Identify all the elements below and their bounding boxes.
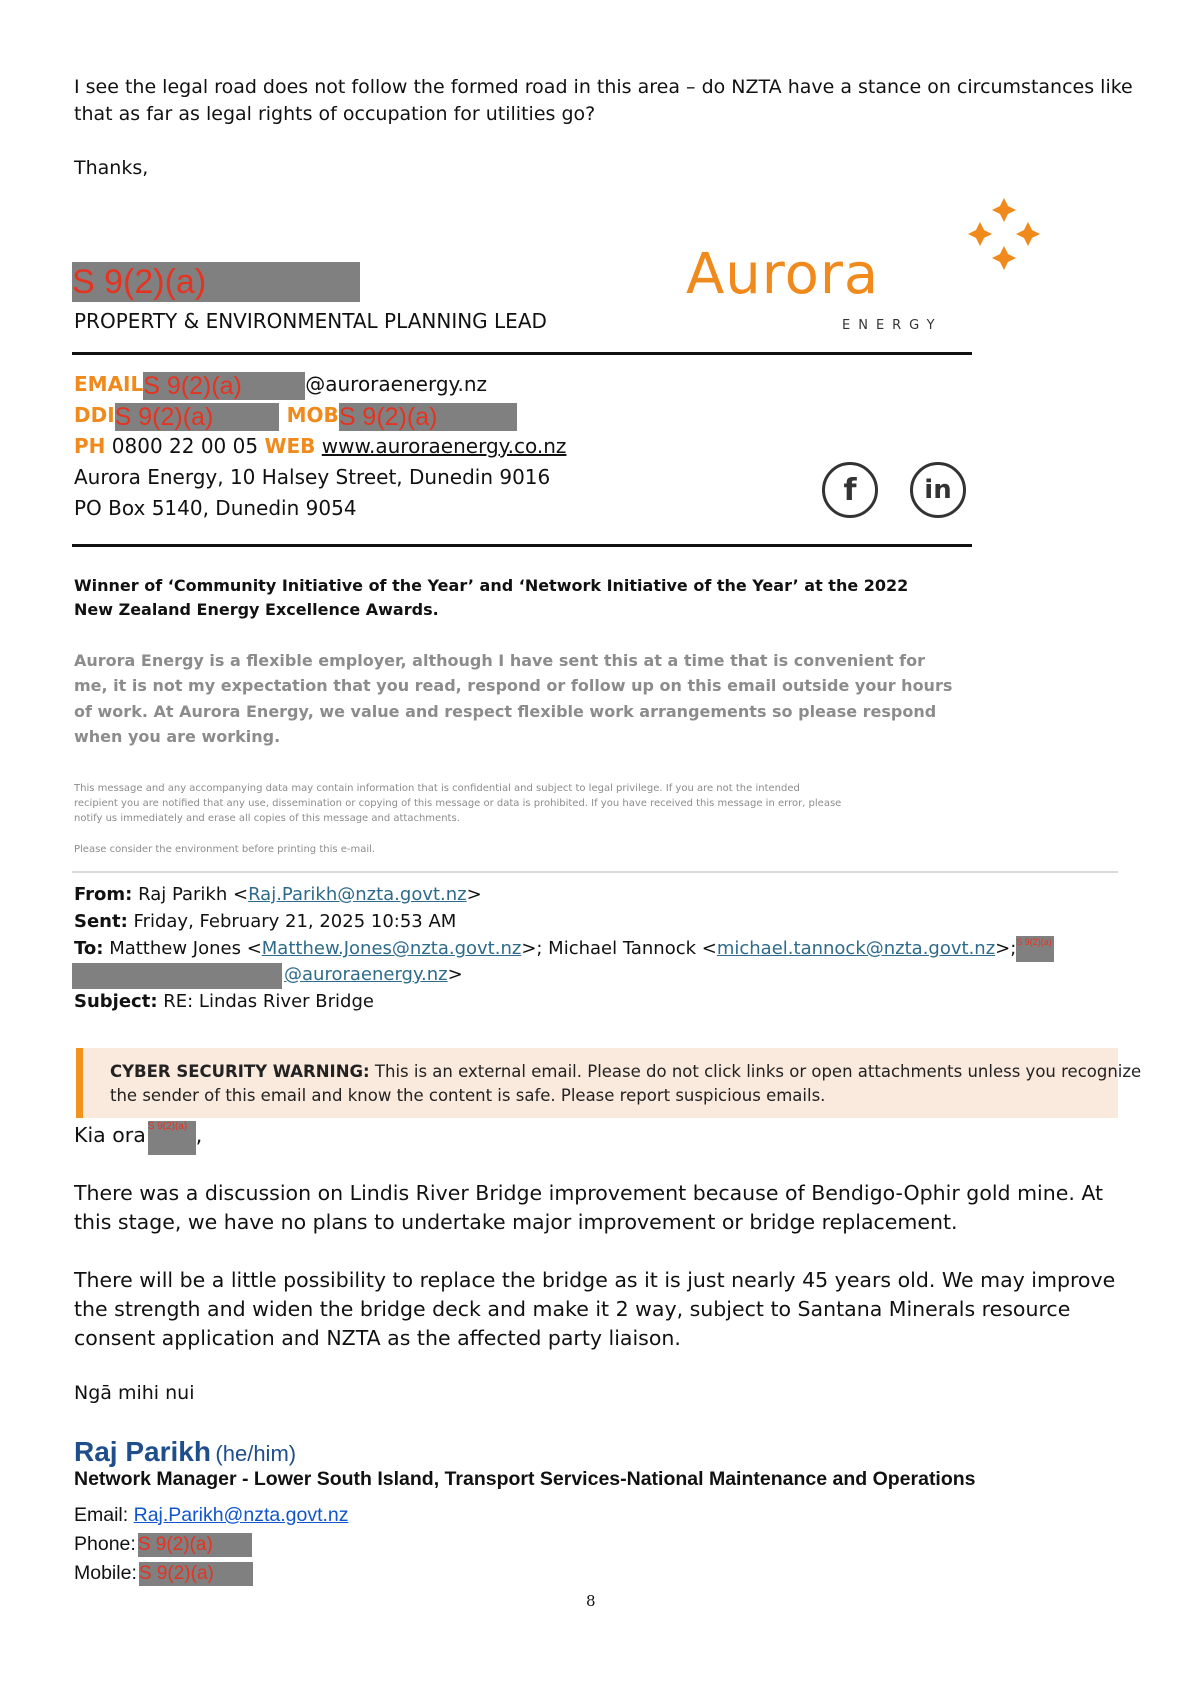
from-close: > xyxy=(466,884,482,905)
nzta-sig-title: Network Manager - Lower South Island, Transport Services-National Maintenance and Operations xyxy=(74,1468,976,1490)
redacted-email-user: S 9(2)(a) xyxy=(143,372,305,400)
aurora-ph-web-row xyxy=(74,431,566,461)
nzta-email-link[interactable]: Raj.Parikh@nzta.govt.nz xyxy=(133,1504,349,1526)
nzta-mobile-label: Mobile: xyxy=(74,1562,137,1585)
sig-divider-bottom xyxy=(72,544,972,547)
sig-divider-top xyxy=(72,352,972,355)
redacted-ddi: S 9(2)(a) xyxy=(115,403,279,431)
flex-notice-3: of work. At Aurora Energy, we value and respect flexible work arrangements so please respond xyxy=(74,702,937,721)
flex-notice-2: me, it is not my expectation that you read, respond or follow up on this email outside your hours xyxy=(74,676,953,695)
confidential-line-3: notify us immediately and erase all copies of this message and attachments. xyxy=(74,813,460,824)
redacted-greeting-name: S 9(2)(a) xyxy=(148,1121,196,1155)
award-line-2: New Zealand Energy Excellence Awards. xyxy=(74,600,439,619)
to-domain-link[interactable]: @auroraenergy.nz xyxy=(284,964,448,985)
aurora-sig-title: PROPERTY & ENVIRONMENTAL PLANNING LEAD xyxy=(74,309,547,333)
ddi-label: DDI xyxy=(74,403,115,427)
aurora-logo-sub: ENERGY xyxy=(842,318,943,333)
page-number: 8 xyxy=(586,1592,596,1610)
from-label: From: xyxy=(74,884,133,905)
sent-label: Sent: xyxy=(74,911,128,932)
nzta-phone-label: Phone: xyxy=(74,1533,136,1556)
email-domain: @auroraenergy.nz xyxy=(305,372,488,396)
email-separator xyxy=(72,871,1118,873)
redacted-nzta-phone: S 9(2)(a) xyxy=(138,1533,252,1557)
to-end: >; xyxy=(995,938,1017,959)
confidential-line-1: This message and any accompanying data may contain information that is confidential and subject to legal privilege. If you are not the intended xyxy=(74,783,800,794)
aurora-logo xyxy=(686,190,1046,340)
cyber-warning-line-1 xyxy=(110,1060,1141,1084)
aurora-logo-word: Aurora xyxy=(686,242,880,307)
to-mid: >; Michael Tannock < xyxy=(521,938,717,959)
mob-label: MOB xyxy=(286,403,339,427)
email-label: EMAIL xyxy=(74,372,144,396)
greeting-comma: , xyxy=(195,1123,203,1147)
from-email-link[interactable]: Raj.Parikh@nzta.govt.nz xyxy=(248,884,467,905)
redacted-nzta-mobile: S 9(2)(a) xyxy=(139,1562,253,1586)
to-email-1-link[interactable]: Matthew.Jones@nzta.govt.nz xyxy=(261,938,522,959)
redacted-recipient-name xyxy=(72,963,282,989)
aurora-email-row xyxy=(74,369,487,400)
reply-signoff: Ngā mihi nui xyxy=(74,1382,195,1404)
cyber-warning-banner xyxy=(76,1048,1142,1118)
nzta-sig-pronoun: (he/him) xyxy=(215,1441,297,1466)
header-from xyxy=(74,882,482,908)
nzta-email-row xyxy=(74,1504,349,1527)
header-to xyxy=(74,936,1054,962)
aurora-address-2: PO Box 5140, Dunedin 9054 xyxy=(74,496,357,520)
web-label: WEB xyxy=(264,434,316,458)
reply-p1-line-2: this stage, we have no plans to undertake major improvement or bridge replacement. xyxy=(74,1210,958,1234)
sent-value: Friday, February 21, 2025 10:53 AM xyxy=(133,911,457,932)
subject-value: RE: Lindas River Bridge xyxy=(163,991,374,1012)
ph-label: PH xyxy=(74,434,106,458)
nzta-email-label: Email: xyxy=(74,1504,129,1526)
cyber-warning-text-1: This is an external email. Please do not click links or open attachments unless you recognize xyxy=(374,1062,1142,1081)
linkedin-glyph: in xyxy=(924,475,952,505)
environment-note: Please consider the environment before printing this e-mail. xyxy=(74,844,376,855)
intro-line-1: I see the legal road does not follow the formed road in this area – do NZTA have a stance on circumstances like xyxy=(74,76,1133,98)
intro-line-2: that as far as legal rights of occupation for utilities go? xyxy=(74,103,596,125)
linkedin-icon[interactable] xyxy=(910,462,966,518)
reply-greeting: Kia ora xyxy=(74,1123,146,1147)
to-name-1: Matthew Jones < xyxy=(109,938,262,959)
reply-p1-line-1: There was a discussion on Lindis River Bridge improvement because of Bendigo-Ophir gold mine. At xyxy=(74,1181,1104,1205)
aurora-phone-row xyxy=(74,400,517,431)
confidential-line-2: recipient you are notified that any use, dissemination or copying of this message or data is prohibited. If you have received this message in error, please xyxy=(74,798,842,809)
to-domain-close: > xyxy=(447,964,463,985)
reply-p2-line-1: There will be a little possibility to replace the bridge as it is just nearly 45 years old. We may improve xyxy=(74,1268,1116,1292)
intro-thanks: Thanks, xyxy=(74,157,149,179)
award-line-1: Winner of ‘Community Initiative of the Year’ and ‘Network Initiative of the Year’ at the 2022 xyxy=(74,576,909,595)
nzta-sig-name-row xyxy=(74,1436,296,1468)
to-label: To: xyxy=(74,938,104,959)
cyber-warning-label: CYBER SECURITY WARNING: xyxy=(110,1062,370,1081)
header-sent xyxy=(74,909,456,935)
reply-greeting-row xyxy=(74,1121,202,1155)
reply-p2-line-3: consent application and NZTA as the affected party liaison. xyxy=(74,1326,681,1350)
redacted-mobile: S 9(2)(a) xyxy=(339,403,517,431)
aurora-address-1: Aurora Energy, 10 Halsey Street, Dunedin 9016 xyxy=(74,465,551,489)
web-link[interactable]: www.auroraenergy.co.nz xyxy=(321,434,567,458)
nzta-sig-name: Raj Parikh xyxy=(74,1436,211,1467)
reply-p2-line-2: the strength and widen the bridge deck and make it 2 way, subject to Santana Minerals resource xyxy=(74,1297,1071,1321)
flex-notice-4: when you are working. xyxy=(74,727,281,746)
redacted-recipient-short: S 9(2)(a) xyxy=(1016,936,1054,962)
facebook-icon[interactable] xyxy=(822,462,878,518)
header-to-cont xyxy=(284,962,463,988)
subject-label: Subject: xyxy=(74,991,158,1012)
from-name: Raj Parikh < xyxy=(138,884,249,905)
facebook-glyph: f xyxy=(843,472,857,508)
flex-notice-1: Aurora Energy is a flexible employer, although I have sent this at a time that is convenient for xyxy=(74,651,926,670)
nzta-phone-row xyxy=(74,1533,252,1557)
ph-value: 0800 22 00 05 xyxy=(111,434,259,458)
nzta-mobile-row xyxy=(74,1562,253,1586)
cyber-warning-text-2: the sender of this email and know the content is safe. Please report suspicious emails. xyxy=(110,1086,826,1105)
header-subject xyxy=(74,989,374,1015)
redacted-sender-name: S 9(2)(a) xyxy=(72,262,360,302)
to-email-2-link[interactable]: michael.tannock@nzta.govt.nz xyxy=(716,938,996,959)
